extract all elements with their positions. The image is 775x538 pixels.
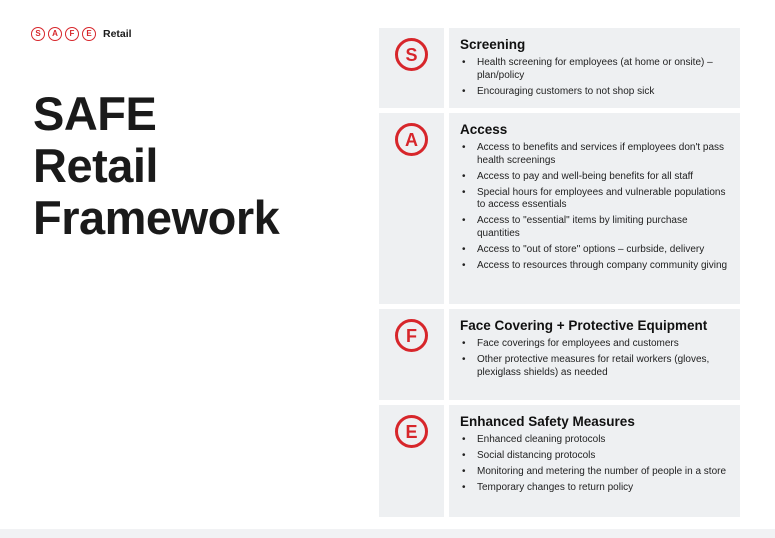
- section-heading: Face Covering + Protective Equipment: [460, 318, 708, 333]
- bullet-item: • Access to pay and well-being benefits for all staff: [460, 171, 730, 184]
- bullet-item: • Health screening for employees (at home or onsite) – plan/policy: [460, 57, 730, 82]
- bullet-item: • Access to benefits and services if employees don't pass health screenings: [460, 142, 730, 167]
- title-line-2: Retail: [33, 139, 158, 192]
- bullet-item: • Encouraging customers to not shop sick: [460, 86, 730, 99]
- letter-panel: [379, 113, 444, 304]
- letter-a-icon: A: [395, 123, 428, 156]
- letter-s-icon: S: [395, 38, 428, 71]
- brand-letter-f: F: [65, 27, 79, 41]
- brand-logo: [31, 27, 132, 41]
- bullet-item: • Monitoring and metering the number of people in a store: [460, 466, 730, 479]
- brand-letter-s: S: [31, 27, 45, 41]
- bullet-item: • Access to resources through company community giving: [460, 260, 730, 273]
- letter-panel: [379, 405, 444, 517]
- letter-panel: [379, 309, 444, 400]
- letter-panel: [379, 28, 444, 108]
- section-face-covering: [379, 309, 740, 400]
- brand-letter-e: E: [82, 27, 96, 41]
- letter-f-icon: F: [395, 319, 428, 352]
- bullet-list: [460, 338, 730, 383]
- bullet-list: [460, 57, 730, 102]
- section-heading: Access: [460, 122, 508, 137]
- bullet-item: • Access to "out of store" options – curbside, delivery: [460, 244, 730, 257]
- bullet-list: [460, 142, 730, 276]
- section-enhanced-safety: [379, 405, 740, 517]
- bullet-item: • Enhanced cleaning protocols: [460, 434, 730, 447]
- section-heading: Screening: [460, 37, 526, 52]
- bullet-item: • Other protective measures for retail workers (gloves, plexiglass shields) as needed: [460, 354, 730, 379]
- bullet-item: • Access to "essential" items by limiting purchase quantities: [460, 215, 730, 240]
- bullet-item: • Special hours for employees and vulnerable populations to access essentials: [460, 187, 730, 212]
- bullet-item: • Temporary changes to return policy: [460, 482, 730, 495]
- brand-word: Retail: [103, 28, 132, 40]
- bullet-list: [460, 434, 730, 498]
- bullet-item: • Social distancing protocols: [460, 450, 730, 463]
- brand-letter-a: A: [48, 27, 62, 41]
- section-screening: [379, 28, 740, 108]
- section-access: [379, 113, 740, 304]
- footer-bar: [0, 529, 775, 538]
- title-line-1: SAFE: [33, 87, 157, 140]
- page-title: [33, 88, 279, 244]
- title-line-3: Framework: [33, 191, 280, 244]
- section-heading: Enhanced Safety Measures: [460, 414, 635, 429]
- bullet-item: • Face coverings for employees and customers: [460, 338, 730, 351]
- letter-e-icon: E: [395, 415, 428, 448]
